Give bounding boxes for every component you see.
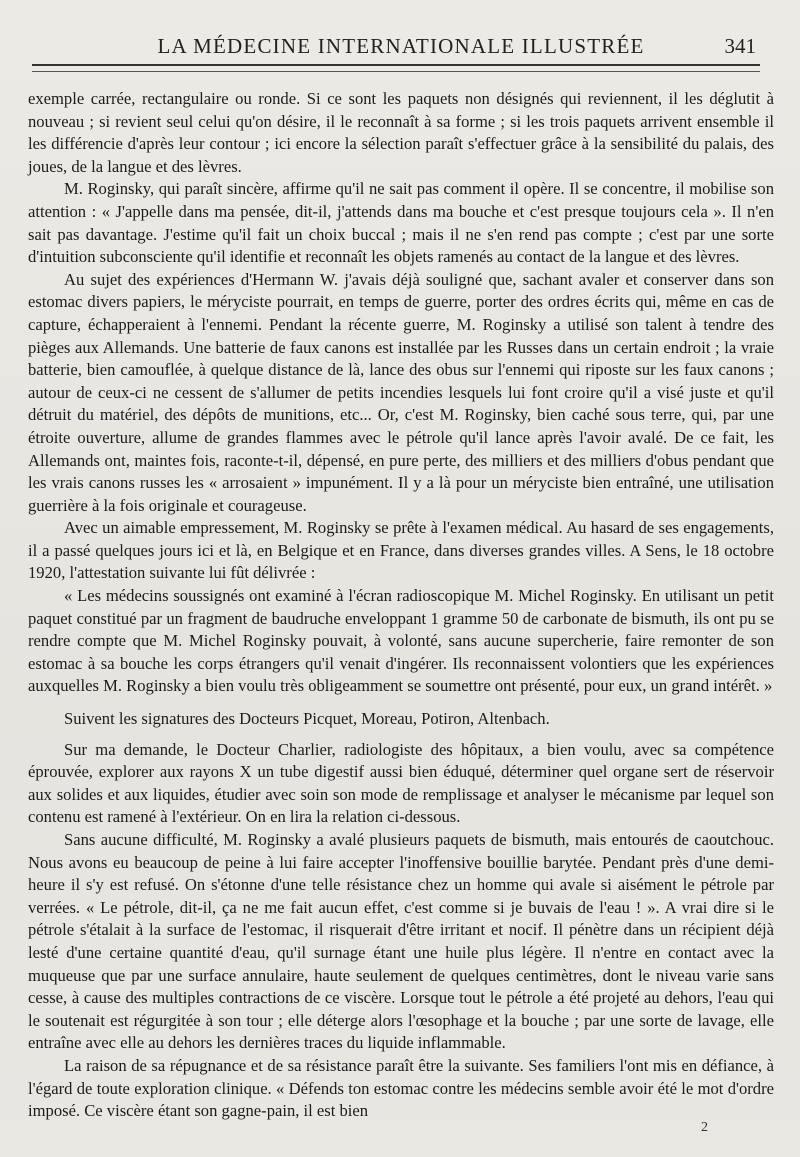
- paragraph: La raison de sa répugnance et de sa résistance paraît être la suivante. Ses familiers l'ont mis en défiance, à l'égard de toute exploration clinique. « Défends ton estomac contre les médecins semble avoir été le mot d'ordre imposé. Ce viscère étant son gagne-pain, il est bien: [28, 1055, 774, 1121]
- paragraph: M. Roginsky, qui paraît sincère, affirme qu'il ne sait pas comment il opère. Il se concentre, il mobilise son attention : « J'appelle dans ma pensée, dit-il, j'attends dans ma bouche et c'est presque toujours cela ». Il n'en sait pas davantage. J'estime qu'il fait un choix buccal ; mais il ne s'en rend pas compte ; c'est par une sorte d'intuition subconsciente qu'il identifie et reconnaît les objets ramenés au contact de la langue et des lèvres.: [28, 179, 774, 267]
- page-number: 341: [724, 34, 756, 58]
- running-title: LA MÉDECINE INTERNATIONALE ILLUSTRÉE: [157, 34, 645, 58]
- header-rule: [32, 64, 760, 72]
- paragraph: exemple carrée, rectangulaire ou ronde. Si ce sont les paquets non désignés qui reviennent, il les déglutit à nouveau ; si revient seul celui qu'on désire, il le reconnaît à sa forme ; si les trois paquets arrivent ensemble il les différencie d'après leur contour ; ici encore la sélection paraît s'effectuer grâce à la sensibilité du palais, des joues, de la langue et des lèvres.: [28, 89, 774, 176]
- signatures-line: Suivent les signatures des Docteurs Picquet, Moreau, Potiron, Altenbach.: [64, 709, 550, 729]
- article-body: [28, 88, 774, 1123]
- paragraph: Avec un aimable empressement, M. Roginsky se prête à l'examen médical. Au hasard de ses engagements, il a passé quelques jours ici et là, en Belgique et en France, dans diverses grandes villes. A Sens, le 18 octobre 1920, l'attestation suivante lui fût délivrée :: [28, 518, 774, 583]
- signature-mark: 2: [701, 1120, 708, 1135]
- paragraph: Sur ma demande, le Docteur Charlier, radiologiste des hôpitaux, a bien voulu, avec sa compétence éprouvée, explorer aux rayons X un tube digestif aussi bien éduqué, déterminer quel organe sert de réservoir aux solides et aux liquides, étudier avec soin son mode de remplissage et analyser le mécanisme par lequel son contenu est ramené à l'extérieur. On en lira la relation ci-dessous.: [28, 739, 774, 827]
- paragraph: Au sujet des expériences d'Hermann W. j'avais déjà souligné que, sachant avaler et conserver dans son estomac divers papiers, le méryciste pourrait, en temps de guerre, porter des ordres écrits qui, même en cas de capture, échapperaient à l'ennemi. Pendant la récente guerre, M. Roginsky a utilisé son talent à tendre des pièges aux Allemands. Une batterie de faux canons est installée par les Russes dans un certain endroit ; la vraie batterie, bien camouflée, à quelque distance de là, lance des obus sur l'ennemi qui riposte sur les faux canons ; autour de ceux-ci ne cessent de s'allumer de petits incendies lesquels lui font croire qu'il a visé juste et qu'il détruit du matériel, des dépôts de munitions, etc... Or, c'est M. Roginsky, bien caché sous terre, qui, par une étroite ouverture, allume de grandes flammes avec le pétrole qu'il lance après l'avoir avalé. De ce fait, les Allemands ont, maintes fois, raconte-t-il, dépensé, en pure perte, des milliers et des milliers d'obus pendant que les vrais canons russes les « arrosaient » impunément. Il y a là pour un méryciste bien entraîné, une utilisation guerrière à la fois originale et courageuse.: [28, 269, 774, 515]
- quoted-attestation: « Les médecins soussignés ont examiné à l'écran radioscopique M. Michel Roginsky. En utilisant un petit paquet constitué par un fragment de baudruche enveloppant 1 gramme 50 de carbonate de bismuth, ils ont pu se rendre compte que M. Michel Roginsky pouvait, à volonté, sans aucune supercherie, faire remonter de son estomac à sa bouche les corps étrangers qu'il venait d'ingérer. Ils reconnaissent volontiers que les expériences auxquelles M. Roginsky a bien voulu très obligeamment se soumettre ont présenté, pour eux, un grand intérêt. »: [28, 586, 774, 696]
- running-header: [28, 0, 774, 62]
- paragraph: Sans aucune difficulté, M. Roginsky a avalé plusieurs paquets de bismuth, mais entourés de caoutchouc. Nous avons eu beaucoup de peine à lui faire accepter l'inoffensive bouillie barytée. Pendant près d'une demi-heure il s'y est refusé. On s'étonne d'une telle résistance chez un homme qui avale si aisément le pétrole par verrées. « Le pétrole, dit-il, ça ne me fait aucun effet, c'est comme si je buvais de l'eau ! ». A vrai dire si le pétrole s'étalait à la surface de l'estomac, il risquerait d'être irritant et nocif. Il pénètre dans un récipient déjà lesté d'une certaine quantité d'eau, qu'il surnage étant une huile plus légère. Il n'entre en contact avec la muqueuse que par une surface annulaire, haute seulement de quelques centimètres, dont le niveau varie sans cesse, à cause des multiples contractions de ce viscère. Lorsque tout le pétrole a été projeté au dehors, l'eau qui le soutenait est régurgitée à son tour ; elle déterge alors l'œsophage et la bouche ; par une sorte de lavage, elle entraîne avec elle au dehors les dernières traces du liquide inflammable.: [28, 830, 774, 1053]
